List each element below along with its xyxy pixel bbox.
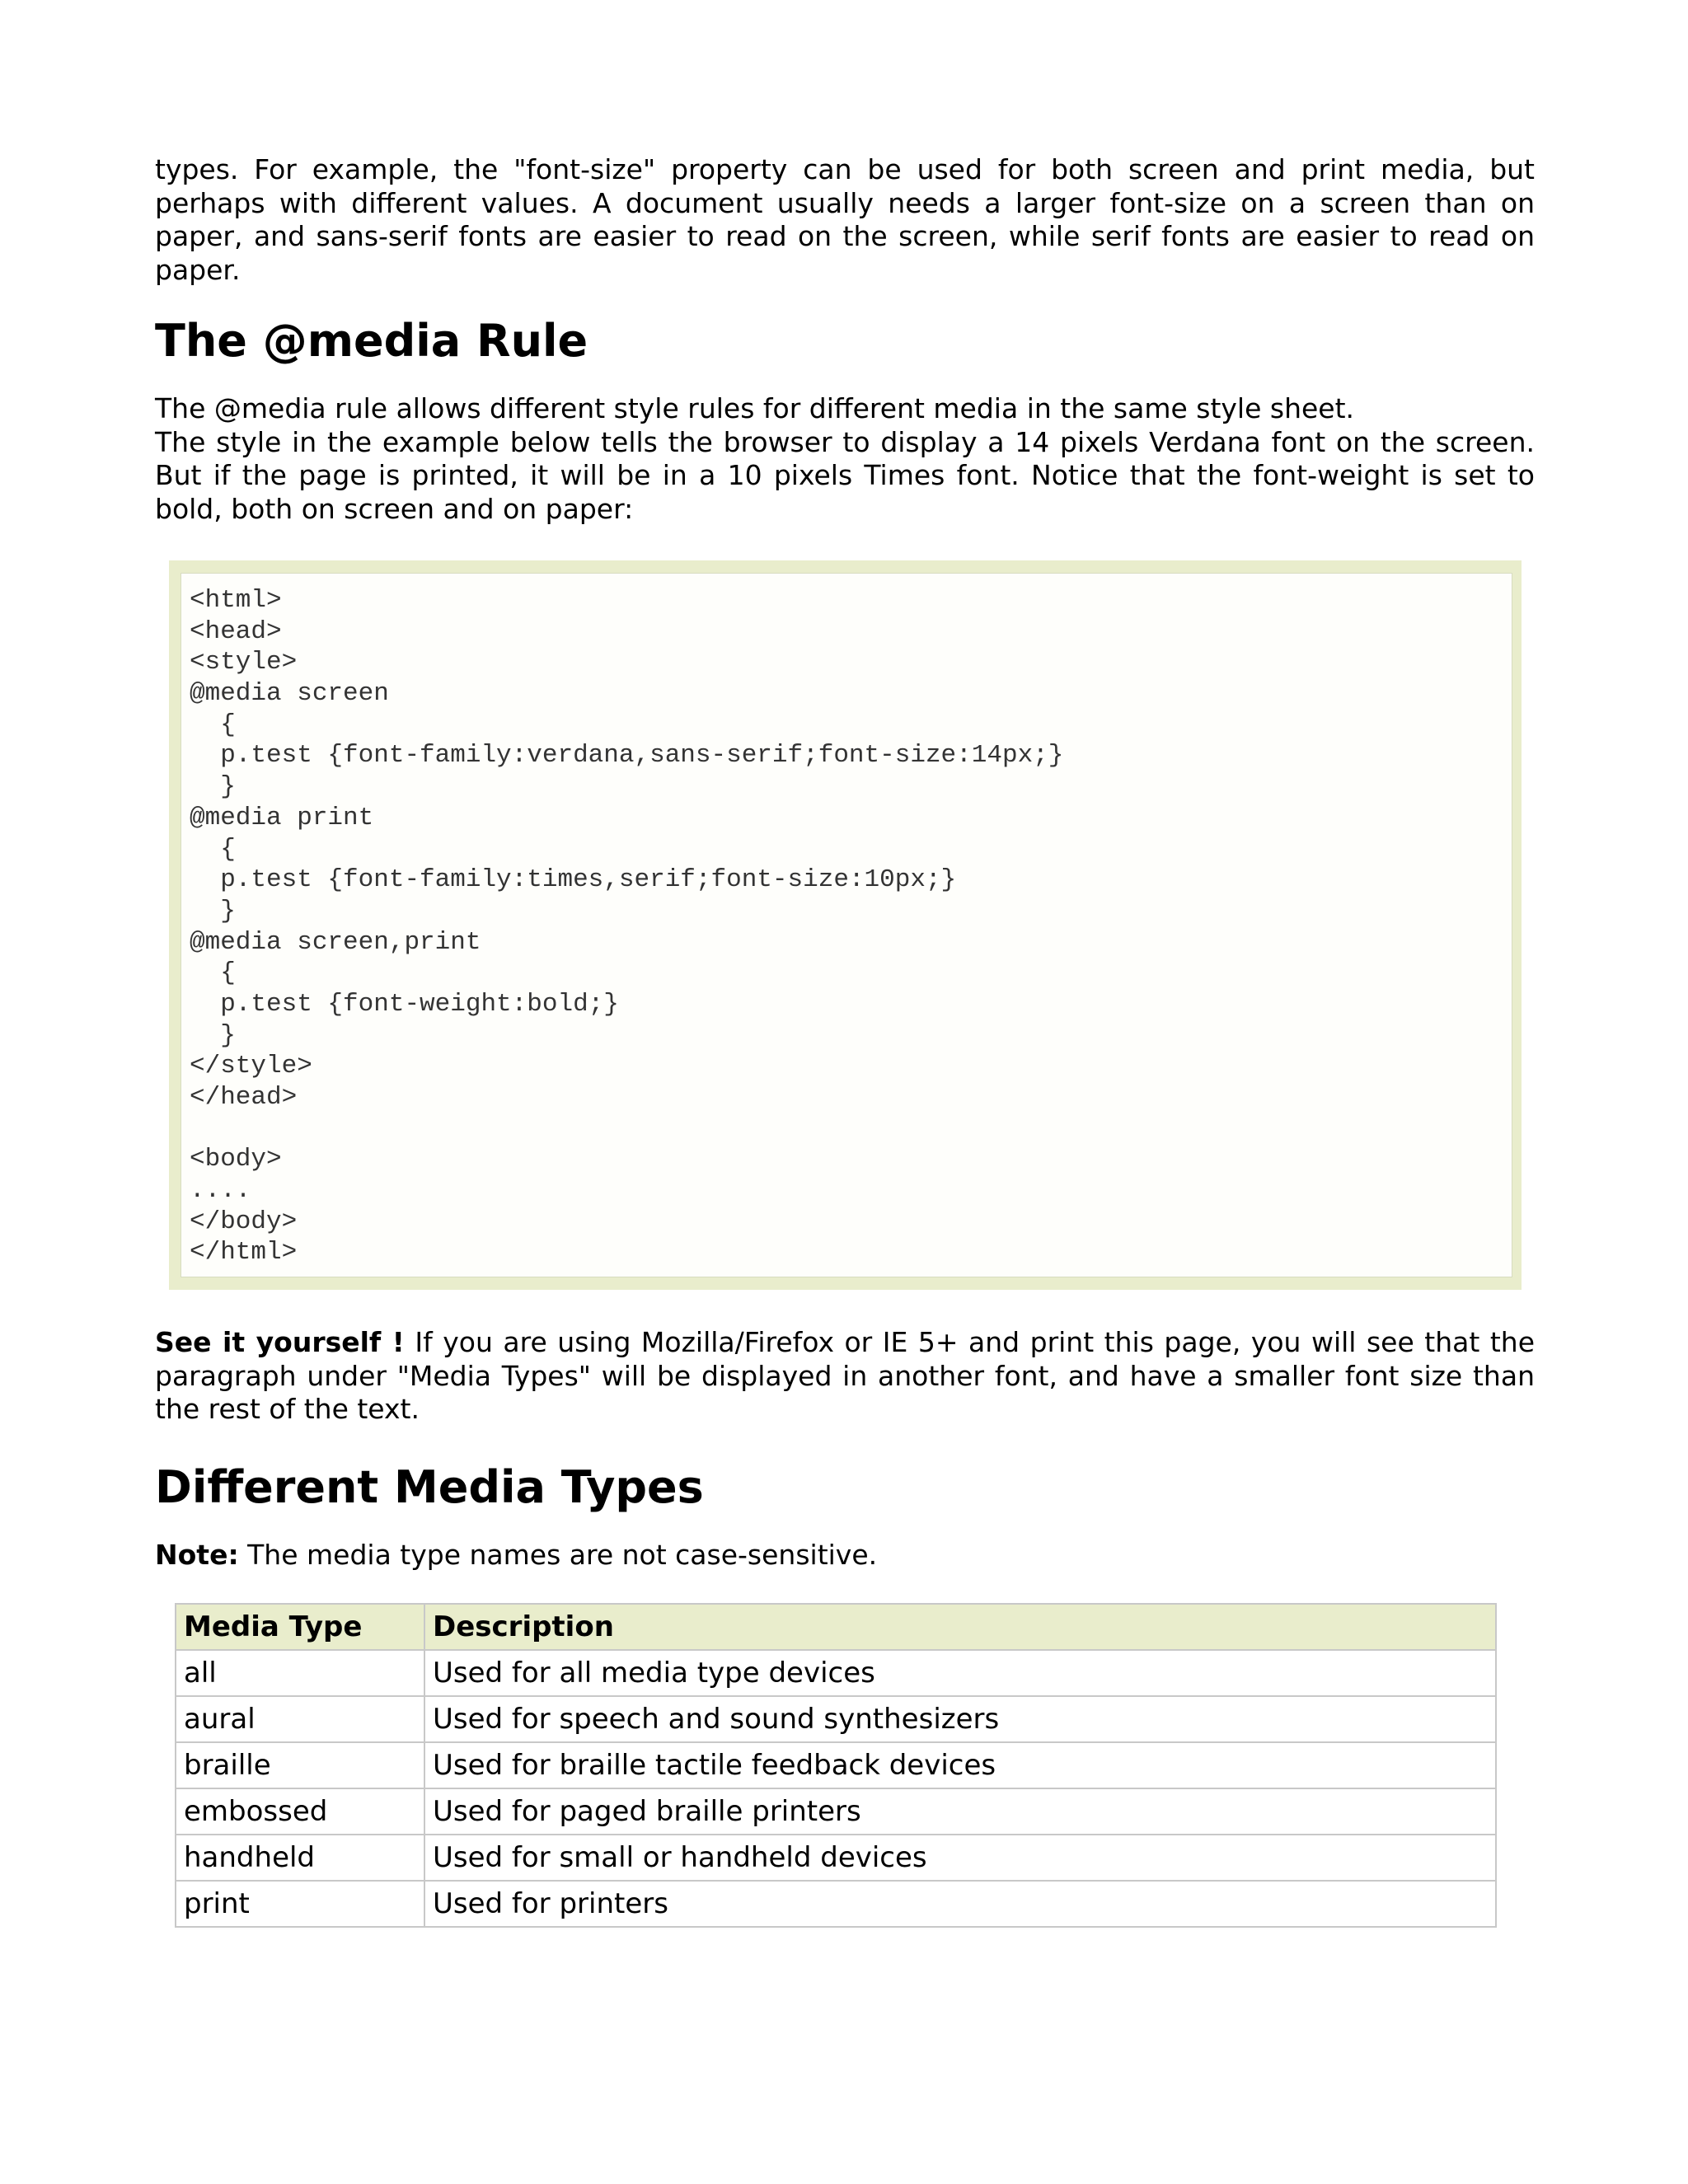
see-it-yourself-label: See it yourself ! [155,1326,405,1359]
table-row [176,1881,1496,1927]
code-line: } [190,1020,236,1050]
code-line: <head> [190,616,282,646]
media-types-table [175,1603,1497,1928]
code-line: p.test {font-family:times,serif;font-size:10px;} [190,865,957,895]
table-row [176,1742,1496,1788]
code-example-frame [169,560,1522,1290]
table-row [176,1835,1496,1881]
code-line: @media screen [190,679,389,709]
code-line: { [190,710,236,739]
see-it-yourself-paragraph [155,1326,1535,1427]
code-line-blank [190,1113,1505,1145]
code-line: <html> [190,586,282,615]
media-type-cell: aural [176,1696,424,1742]
media-type-cell: handheld [176,1835,424,1881]
code-line: <style> [190,648,298,677]
code-line: p.test {font-weight:bold;} [190,989,619,1019]
description-cell: Used for all media type devices [424,1650,1496,1696]
note-label: Note: [155,1538,239,1571]
code-line: } [190,772,236,802]
description-cell: Used for small or handheld devices [424,1835,1496,1881]
description-cell: Used for printers [424,1881,1496,1927]
code-line: </body> [190,1207,298,1236]
code-line: .... [190,1176,251,1206]
media-types-heading: Different Media Types [155,1460,704,1513]
media-rule-description: The @media rule allows different style rules for different media in the same style sheet. [155,392,1355,424]
table-header-row [176,1604,1496,1650]
code-line: </head> [190,1083,298,1112]
column-header-description: Description [424,1604,1496,1650]
table-row [176,1696,1496,1742]
note-text: The media type names are not case-sensitive. [238,1538,878,1571]
description-cell: Used for speech and sound synthesizers [424,1696,1496,1742]
see-it-yourself-text: If you are using Mozilla/Firefox or IE 5+ and print this page, you will see that the paragraph under "Media Types" will be displayed in another font, and have a smaller font size than the rest of the text. [155,1326,1535,1426]
column-header-media-type: Media Type [176,1604,424,1650]
code-example-box [181,573,1512,1277]
code-line: @media print [190,803,374,832]
description-cell: Used for braille tactile feedback devices [424,1742,1496,1788]
code-line: p.test {font-family:verdana,sans-serif;font-size:14px;} [190,741,1064,771]
intro-paragraph: types. For example, the "font-size" property can be used for both screen and print media, but perhaps with different values. A document usually needs a larger font-size on a screen than on paper, and sans-serif fonts are easier to read on the screen, while serif fonts are easier to read on paper. [155,153,1535,286]
media-type-cell: braille [176,1742,424,1788]
code-line: </html> [190,1238,298,1268]
table-row [176,1650,1496,1696]
media-rule-heading: The @media Rule [155,315,588,367]
note-paragraph [155,1539,1535,1572]
code-line: } [190,896,236,926]
media-type-cell: print [176,1881,424,1927]
code-line: { [190,834,236,864]
code-line: @media screen,print [190,927,481,957]
media-type-cell: all [176,1650,424,1696]
table-row [176,1788,1496,1835]
code-line: { [190,958,236,988]
description-cell: Used for paged braille printers [424,1788,1496,1835]
code-line: </style> [190,1052,312,1081]
media-type-cell: embossed [176,1788,424,1835]
code-line: <body> [190,1145,282,1174]
media-rule-example-description: The style in the example below tells the browser to display a 14 pixels Verdana font on the screen. But if the page is printed, it will be in a 10 pixels Times font. Notice that the font-weight is set to bold, both on screen and on paper: [155,425,1535,525]
